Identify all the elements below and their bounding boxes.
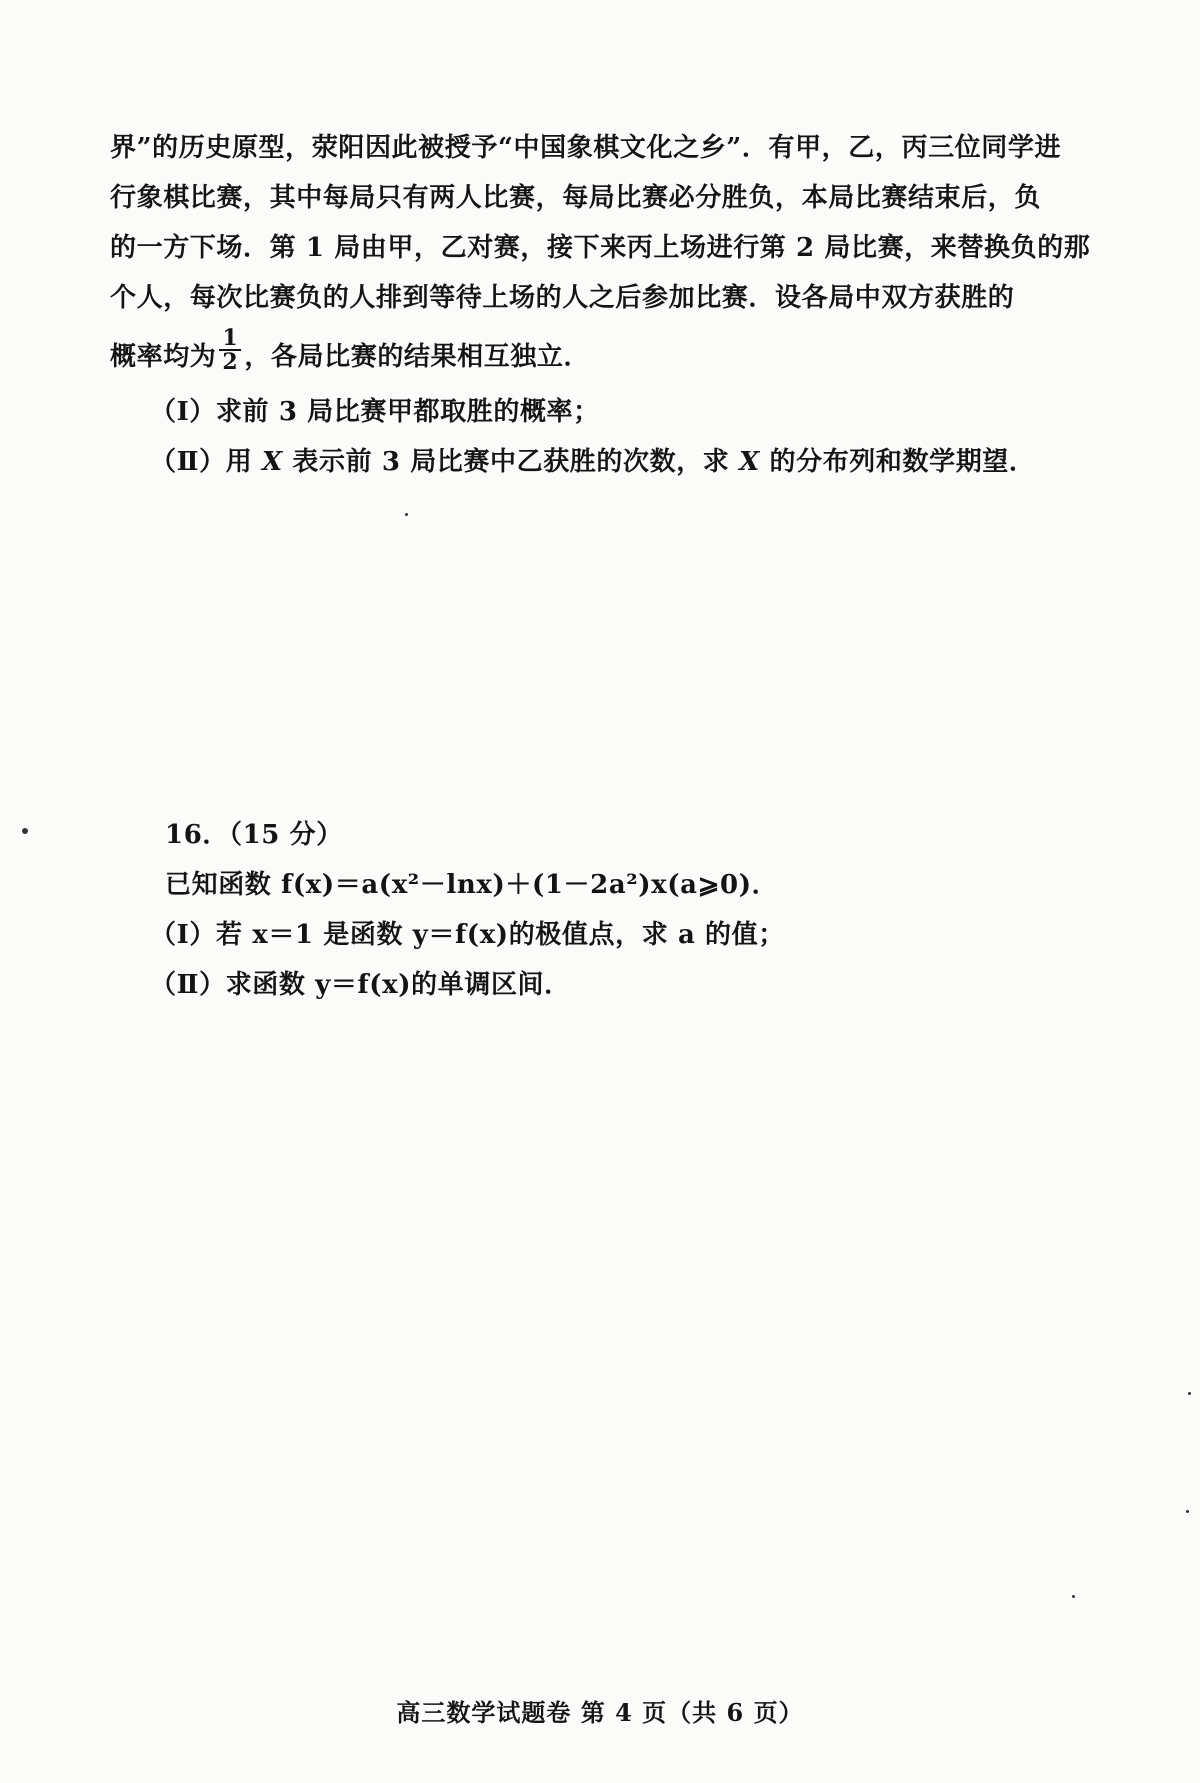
fraction-denominator: 2 <box>222 349 239 375</box>
scan-speck <box>1188 1392 1191 1395</box>
problem15-line1: 界”的历史原型，荥阳因此被授予“中国象棋文化之乡”．有甲，乙，丙三位同学进 <box>110 133 1062 163</box>
fraction-numerator: 1 <box>219 327 241 351</box>
problem15-line4: 个人，每次比赛负的人排到等待上场的人之后参加比赛．设各局中双方获胜的 <box>110 283 1015 313</box>
scan-speck <box>1072 1595 1075 1598</box>
fraction-one-half <box>219 327 241 373</box>
scan-speck <box>405 513 408 516</box>
scan-speck <box>22 828 28 834</box>
problem16-header: 16．（15 分） <box>165 820 343 850</box>
problem16-part1: （Ⅰ）若 x＝1 是函数 y＝f(x)的极值点，求 a 的值； <box>150 920 785 950</box>
problem15-part1: （Ⅰ）求前 3 局比赛甲都取胜的概率； <box>150 397 600 427</box>
problem15-line5-after: ，各局比赛的结果相互独立． <box>244 342 591 372</box>
variable-x: X <box>261 447 283 477</box>
problem15-line3: 的一方下场．第 1 局由甲，乙对赛，接下来丙上场进行第 2 局比赛，来替换负的那 <box>110 233 1091 263</box>
problem15-part2-text-a: （Ⅱ）用 <box>150 447 262 477</box>
problem15-line5-before: 概率均为 <box>110 342 217 372</box>
variable-x: X <box>739 447 760 477</box>
problem16-stem: 已知函数 f(x)＝a(x²－lnx)＋(1－2a²)x(a⩾0)． <box>165 870 779 900</box>
problem15-part2 <box>150 442 1036 482</box>
problem15-part2-text-b: 表示前 3 局比赛中乙获胜的次数，求 <box>282 447 740 477</box>
problem15-line5 <box>110 325 591 381</box>
scan-speck <box>1186 1510 1189 1513</box>
problem16-part2: （Ⅱ）求函数 y＝f(x)的单调区间． <box>150 970 571 1000</box>
problem15-part2-text-c: 的分布列和数学期望． <box>759 447 1036 477</box>
page-footer: 高三数学试题卷 第 4 页（共 6 页） <box>396 1698 804 1727</box>
problem15-line2: 行象棋比赛，其中每局只有两人比赛，每局比赛必分胜负，本局比赛结束后，负 <box>110 183 1042 213</box>
